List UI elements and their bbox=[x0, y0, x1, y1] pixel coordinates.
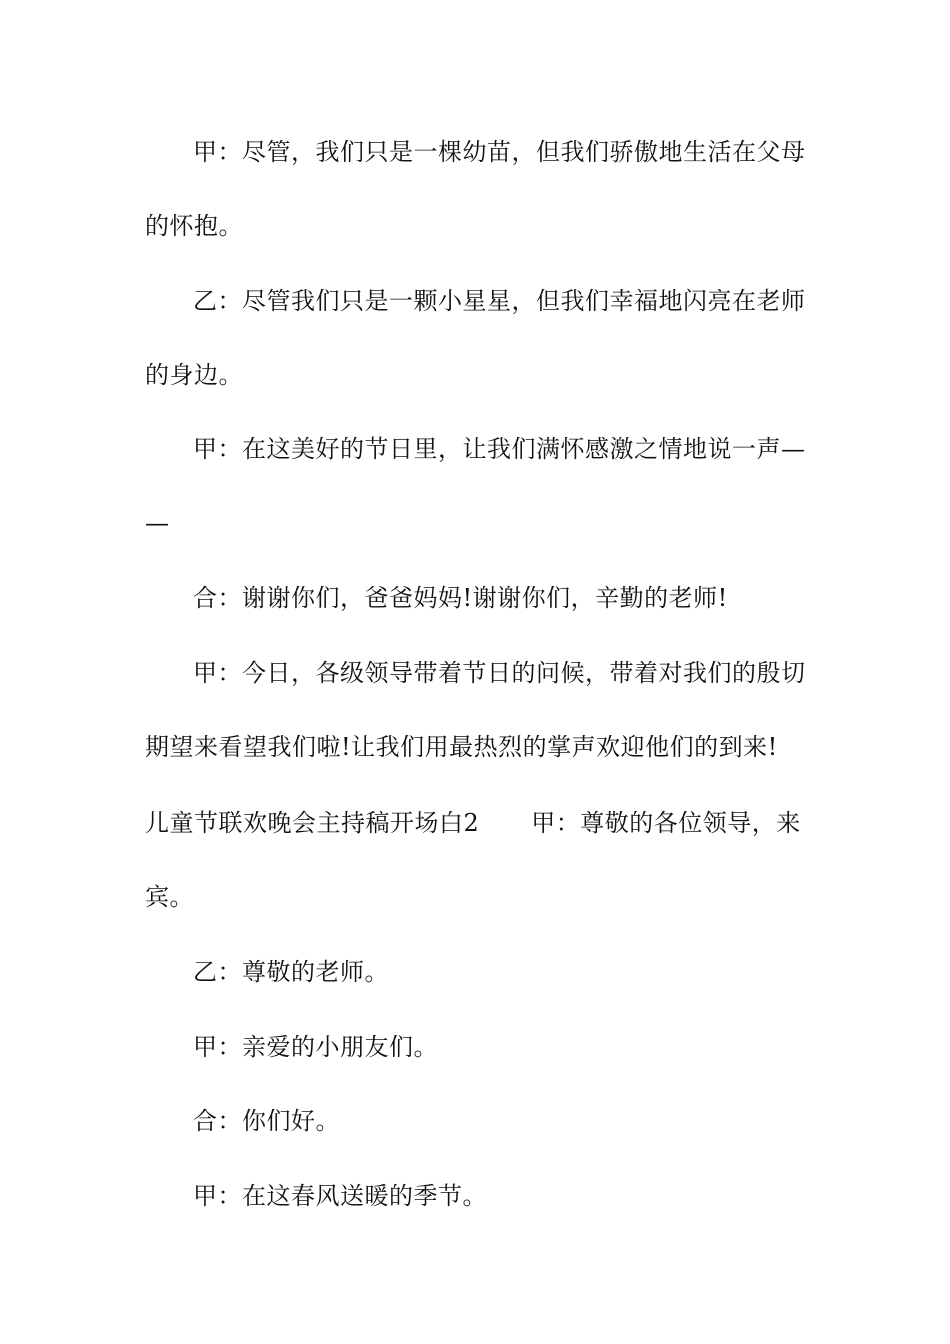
section-title: 儿童节联欢晚会主持稿开场白2 bbox=[145, 809, 480, 837]
paragraph-2-line-2: 的身边。 bbox=[145, 361, 243, 389]
paragraph-3-line-1: 甲：在这美好的节日里，让我们满怀感激之情地说一声— bbox=[193, 435, 806, 463]
paragraph-5-line-2: 期望来看望我们啦!让我们用最热烈的掌声欢迎他们的到来! bbox=[145, 733, 778, 761]
paragraph-5-line-1: 甲：今日，各级领导带着节日的问候，带着对我们的殷切 bbox=[193, 659, 806, 687]
paragraph-1-line-2: 的怀抱。 bbox=[145, 212, 243, 240]
section-first-line: 甲：尊敬的各位领导，来 bbox=[531, 809, 801, 837]
section-second-line: 宾。 bbox=[145, 883, 194, 911]
section-heading-line bbox=[145, 808, 810, 838]
closing-line-1: 乙：尊敬的老师。 bbox=[193, 958, 389, 986]
paragraph-4-line-1: 合：谢谢你们，爸爸妈妈!谢谢你们，辛勤的老师! bbox=[193, 584, 728, 612]
paragraph-1-line-1: 甲：尽管，我们只是一棵幼苗，但我们骄傲地生活在父母 bbox=[193, 138, 806, 166]
paragraph-3-line-2: — bbox=[145, 509, 170, 537]
paragraph-2-line-1: 乙：尽管我们只是一颗小星星，但我们幸福地闪亮在老师 bbox=[193, 287, 806, 315]
closing-line-2: 甲：亲爱的小朋友们。 bbox=[193, 1033, 438, 1061]
closing-line-3: 合：你们好。 bbox=[193, 1107, 340, 1135]
closing-line-4: 甲：在这春风送暖的季节。 bbox=[193, 1182, 487, 1210]
